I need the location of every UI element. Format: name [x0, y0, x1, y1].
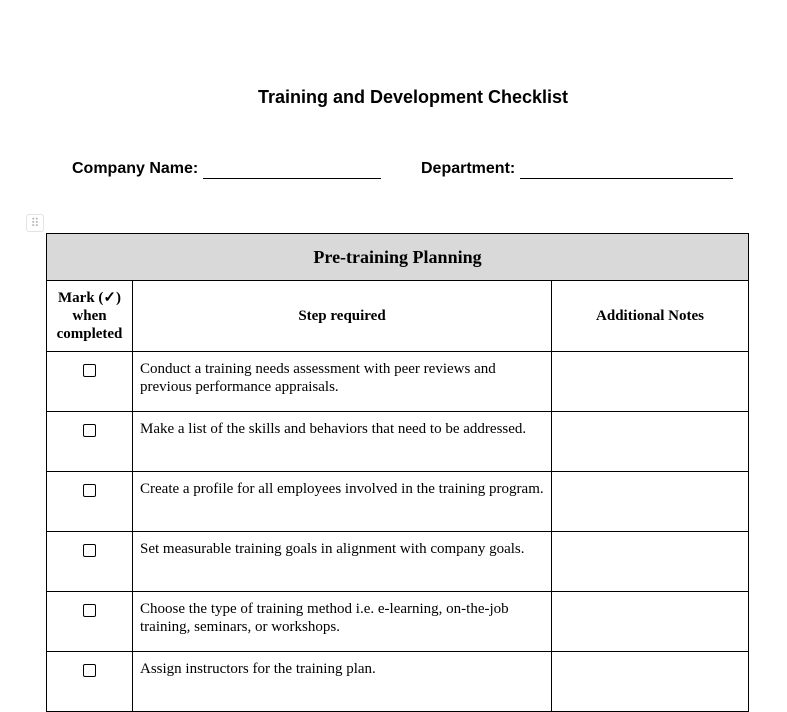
table-row — [47, 472, 749, 532]
mark-cell — [47, 532, 133, 592]
column-header-step: Step required — [133, 281, 552, 352]
page-title: Training and Development Checklist — [257, 87, 569, 107]
checkbox-icon[interactable] — [83, 424, 96, 437]
mark-cell — [47, 592, 133, 652]
checkbox-icon[interactable] — [83, 484, 96, 497]
department-label: Department: — [421, 160, 516, 177]
company-name-label: Company Name: — [72, 160, 199, 177]
notes-cell[interactable] — [552, 472, 749, 532]
step-cell: Make a list of the skills and behaviors that need to be addressed. — [133, 412, 552, 472]
mark-cell — [47, 652, 133, 712]
step-cell: Choose the type of training method i.e. e-learning, on-the-job training, seminars, or workshops. — [133, 592, 552, 652]
table-row — [47, 532, 749, 592]
checkbox-icon[interactable] — [83, 364, 96, 377]
table-row — [47, 652, 749, 712]
department-field[interactable] — [520, 178, 733, 179]
table-row — [47, 412, 749, 472]
drag-handle-icon[interactable]: ⠿ — [26, 214, 44, 232]
step-cell: Conduct a training needs assessment with peer reviews and previous performance appraisals. — [133, 352, 552, 412]
step-cell: Set measurable training goals in alignment with company goals. — [133, 532, 552, 592]
notes-cell[interactable] — [552, 352, 749, 412]
notes-cell[interactable] — [552, 652, 749, 712]
step-cell: Assign instructors for the training plan. — [133, 652, 552, 712]
table-row — [47, 352, 749, 412]
notes-cell[interactable] — [552, 592, 749, 652]
column-header-mark — [47, 281, 133, 352]
section-header: Pre-training Planning — [47, 234, 749, 281]
company-name-field[interactable] — [203, 178, 381, 179]
checklist-table — [46, 233, 749, 712]
column-header-notes: Additional Notes — [552, 281, 749, 352]
mark-cell — [47, 472, 133, 532]
column-header-mark-label: Mark (✓) when completed — [56, 290, 123, 342]
checkbox-icon[interactable] — [83, 664, 96, 677]
checkbox-icon[interactable] — [83, 544, 96, 557]
mark-cell — [47, 412, 133, 472]
mark-cell — [47, 352, 133, 412]
table-row — [47, 592, 749, 652]
notes-cell[interactable] — [552, 412, 749, 472]
checkbox-icon[interactable] — [83, 604, 96, 617]
notes-cell[interactable] — [552, 532, 749, 592]
step-cell: Create a profile for all employees involved in the training program. — [133, 472, 552, 532]
